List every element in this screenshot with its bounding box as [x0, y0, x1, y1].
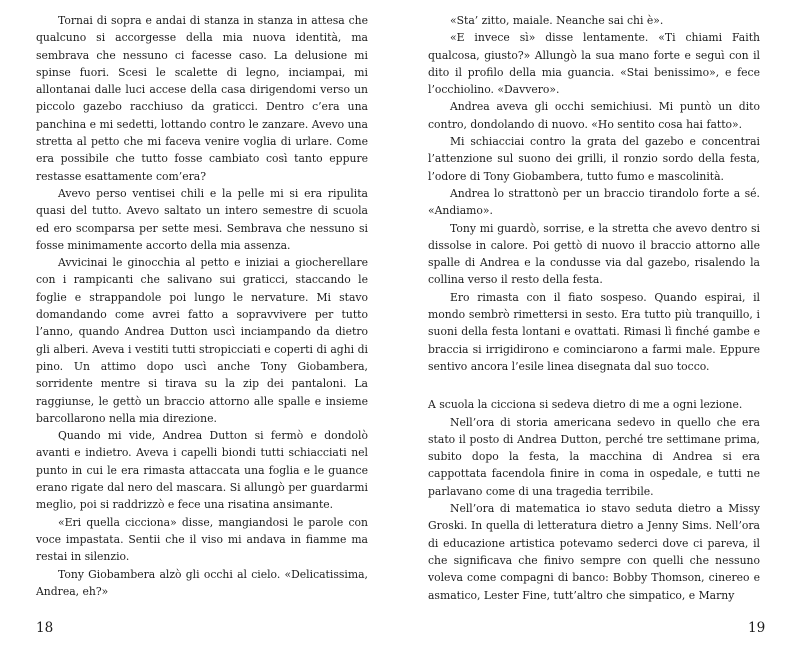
paragraph: Avevo perso ventisei chili e la pelle mi si era ripulita quasi del tutto. Avevo saltato un intero semestre di scuola ed ero scomparsa per sette mesi. Sembrava che nessuno si fosse minimamente accorto della mia assenza. — [36, 186, 368, 252]
paragraph: Quando mi vide, Andrea Dutton si fermò e dondolò avanti e indietro. Aveva i capelli biondi tutti schiacciati nel punto in cui le era rimasta attaccata una foglia e le guance erano rigate dal nero del mascara. Si allungò per guardarmi meglio, poi si raddrizzò e fece una risatina ansimante. — [36, 429, 368, 512]
paragraph: Mi schiacciai contro la grata del gazebo e concentrai l’attenzione sul suono dei grilli, il ronzio sordo della festa, l’odore di Tony Giobambera, tutto fumo e mascolinità. — [428, 135, 760, 183]
paragraph: «E invece sì» disse lentamente. «Ti chiami Faith qualcosa, giusto?» Allungò la sua mano forte e seguì con il dito il profilo della mia guancia. «Stai benissimo», e fece l’occhiolino. «Davvero». — [428, 31, 760, 97]
paragraph: Andrea aveva gli occhi semichiusi. Mi puntò un dito contro, dondolando di nuovo. «Ho sentito cosa hai fatto». — [428, 100, 760, 131]
paragraph: Tornai di sopra e andai di stanza in stanza in attesa che qualcuno si accorgesse della mia nuova identità, ma sembrava che nessuno ci facesse caso. La delusione mi spinse fuori. Scesi le scalette di legno, inciampai, mi allontanai dalle luci accese della casa dirigendomi verso un piccolo gazebo racchiuso da graticci. Dentro c’era una panchina e mi sedetti, lottando contro le zanzare. Avevo una stretta al petto che mi faceva venire voglia di urlare. Come era possibile che tutto fosse cambiato così tanto eppure restasse esattamente com’era? — [36, 14, 368, 183]
paragraph: Nell’ora di storia americana sedevo in quello che era stato il posto di Andrea Dutton, perché tre settimane prima, subito dopo la festa, la macchina di Andrea si era cappottata facendola finire in coma in ospedale, e tutti ne parlavano come di una tragedia terribile. — [428, 415, 760, 498]
paragraph: «Sta’ zitto, maiale. Neanche sai chi è». — [450, 14, 664, 27]
paragraph: Tony Giobambera alzò gli occhi al cielo. «Delicatissima, Andrea, eh?» — [36, 567, 368, 598]
paragraph: Avvicinai le ginocchia al petto e iniziai a giocherellare con i rampicanti che salivano sui graticci, staccando le foglie e strappandole poi lungo le nervature. Mi stavo domandando come avrei fatto a sopravvivere per tutto l’anno, quando Andrea Dutton uscì inciampando da dietro gli alberi. Aveva i vestiti tutti stropicciati e coperti di aghi di pino. Un attimo dopo uscì anche Tony Giobambera, sorridente mentre si tirava su la zip dei pantaloni. La raggiunse, le gettò un braccio attorno alle spalle e insieme barcollarono nella mia direzione. — [36, 256, 368, 425]
paragraph: Ero rimasta con il fiato sospeso. Quando espirai, il mondo sembrò rimettersi in sesto. Era tutto più tranquillo, i suoni della festa lontani e ovattati. Rimasi lì finché gambe e braccia si irrigidirono e cominciarono a farmi male. Eppure sentivo ancora l’esile linea disegnata dal suo tocco. — [428, 290, 760, 373]
paragraph: «Eri quella cicciona» disse, mangiandosi le parole con voce impastata. Sentii che il viso mi andava in fiamme ma restai in silenzio. — [36, 515, 368, 564]
page-number-left: 18 — [36, 620, 54, 636]
paragraph: Tony mi guardò, sorrise, e la stretta che avevo dentro si dissolse in calore. Poi gettò di nuovo il braccio attorno alle spalle di Andrea e la condusse via dal gazebo, risalendo la collina verso il resto della festa. — [428, 221, 760, 287]
section-break — [428, 375, 760, 396]
left-page — [36, 12, 368, 600]
right-page — [428, 12, 760, 604]
paragraph: A scuola la cicciona si sedeva dietro di me a ogni lezione. — [428, 398, 743, 412]
paragraph: Nell’ora di matematica io stavo seduta dietro a Missy Groski. In quella di letteratura dietro a Jenny Sims. Nell’ora di educazione artistica potevamo sederci dove ci pareva, il che significava che finivo sempre con quelli che nessuno voleva come compagni di banco: Bobby Thomson, cinereo e asmatico, Lester Fine, tutt’altro che simpatico, e Marny — [428, 502, 760, 602]
page-number-right: 19 — [748, 620, 766, 636]
paragraph: Andrea lo strattonò per un braccio tirandolo forte a sé. «Andiamo». — [428, 186, 760, 218]
